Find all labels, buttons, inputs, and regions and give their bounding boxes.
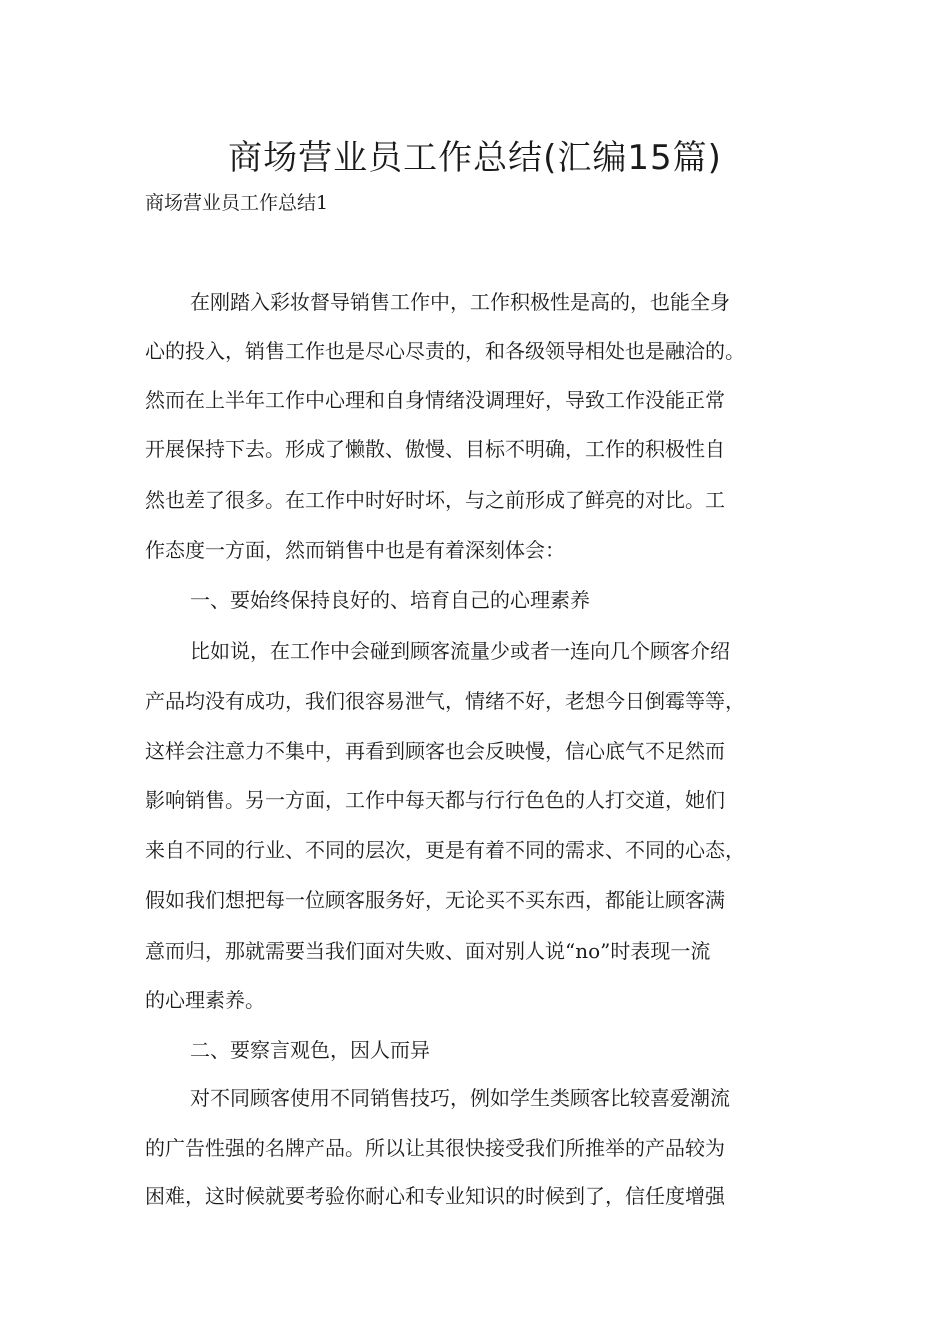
- paragraph-line: 比如说，在工作中会碰到顾客流量少或者一连向几个顾客介绍: [190, 639, 730, 663]
- paragraph-line: 产品均没有成功，我们很容易泄气，情绪不好，老想今日倒霉等等，: [145, 689, 745, 713]
- paragraph-line: 开展保持下去。形成了懒散、傲慢、目标不明确，工作的积极性自: [145, 437, 725, 461]
- paragraph-line: 然而在上半年工作中心理和自身情绪没调理好，导致工作没能正常: [145, 388, 725, 412]
- paragraph-line: 意而归，那就需要当我们面对失败、面对别人说“no”时表现一流: [145, 939, 711, 963]
- paragraph-line: 这样会注意力不集中，再看到顾客也会反映慢，信心底气不足然而: [145, 739, 725, 763]
- paragraph-line: 作态度一方面，然而销售中也是有着深刻体会：: [145, 538, 565, 562]
- paragraph-line: 的广告性强的名牌产品。所以让其很快接受我们所推举的产品较为: [145, 1136, 725, 1160]
- paragraph-line: 困难，这时候就要考验你耐心和专业知识的时候到了，信任度增强: [145, 1184, 725, 1208]
- paragraph-line: 假如我们想把每一位顾客服务好，无论买不买东西，都能让顾客满: [145, 888, 725, 912]
- section-subtitle: 商场营业员工作总结1: [145, 192, 329, 214]
- paragraph-line: 对不同顾客使用不同销售技巧，例如学生类顾客比较喜爱潮流: [190, 1086, 730, 1110]
- paragraph-line: 一、要始终保持良好的、培育自己的心理素养: [190, 588, 590, 612]
- paragraph-line: 的心理素养。: [145, 988, 265, 1012]
- paragraph-line: 影响销售。另一方面，工作中每天都与行行色色的人打交道，她们: [145, 788, 725, 812]
- paragraph-line: 在刚踏入彩妆督导销售工作中，工作积极性是高的，也能全身: [190, 290, 730, 314]
- paragraph-line: 然也差了很多。在工作中时好时坏，与之前形成了鲜亮的对比。工: [145, 488, 725, 512]
- document-title: 商场营业员工作总结(汇编15篇): [228, 138, 722, 178]
- paragraph-line: 来自不同的行业、不同的层次，更是有着不同的需求、不同的心态，: [145, 838, 745, 862]
- paragraph-line: 心的投入，销售工作也是尽心尽责的，和各级领导相处也是融洽的。: [145, 339, 745, 363]
- paragraph-line: 二、要察言观色，因人而异: [190, 1038, 430, 1062]
